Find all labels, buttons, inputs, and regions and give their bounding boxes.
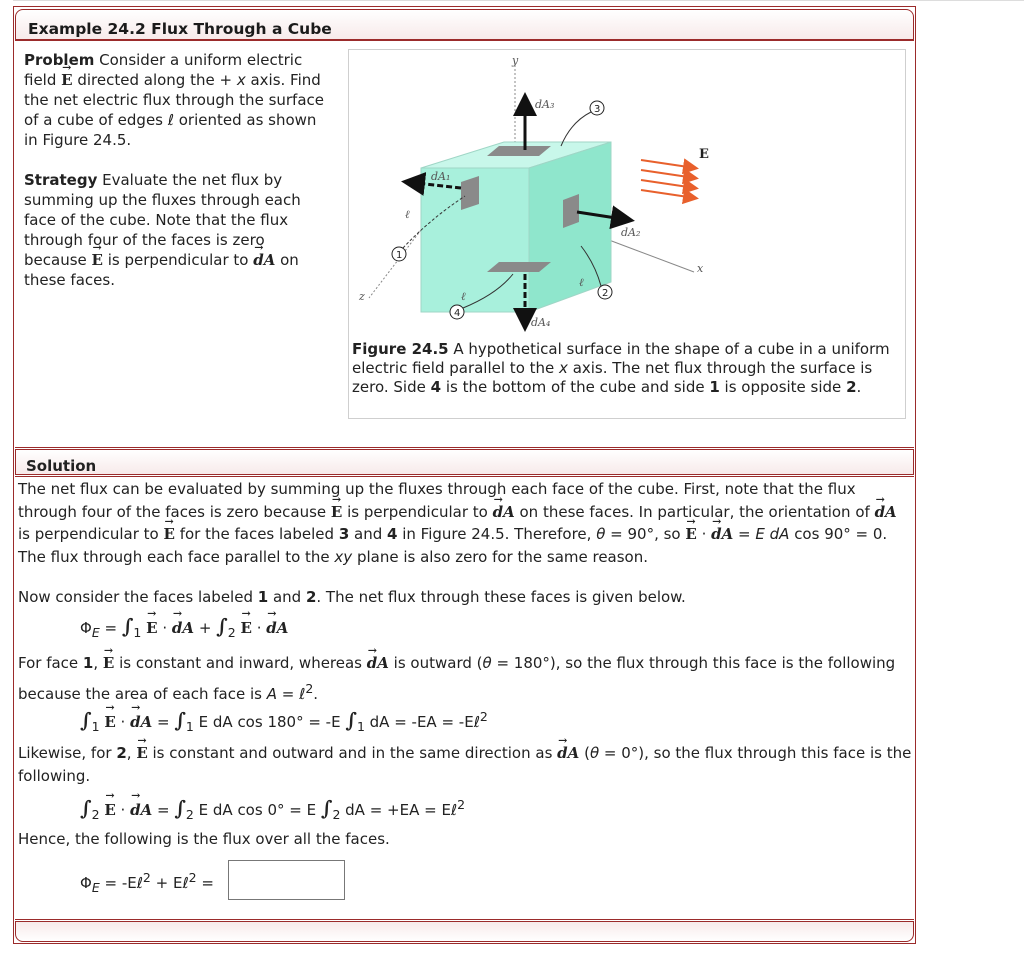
patch-2 — [563, 194, 579, 228]
solution-bar — [15, 449, 914, 475]
edge-label-x: ℓ — [461, 290, 466, 303]
dA4-label: dA₄ — [531, 316, 551, 329]
dA2-label: dA₂ — [621, 226, 641, 239]
problem-paragraph: Problem Consider a uniform electric field → E directed along the + x axis. Find the net electric flux through the surface of a cube of edges ℓ oriented as shown in Figure 24.5. — [24, 50, 329, 150]
callout-1-number: 1 — [396, 250, 403, 261]
z-axis — [369, 230, 421, 298]
solution-paragraph-2: Now consider the faces labeled 1 and 2. The net flux through these faces is given below. — [18, 588, 686, 606]
callout-3-number: 3 — [594, 104, 601, 115]
field-line-3 — [641, 180, 695, 188]
solution-paragraph-4: Likewise, for 2, → E is constant and outward and in the same direction as → dA (θ = 0°), so the flux through this face is the following. — [18, 742, 913, 787]
field-line-4 — [641, 190, 695, 198]
top-rule — [13, 0, 1024, 1]
cube-side-face — [529, 142, 611, 312]
figure-caption: Figure 24.5 A hypothetical surface in the shape of a cube in a uniform electric field parallel to the x axis. The net flux through the surface is zero. Side 4 is the bottom of the cube and side 1 is opposite side 2. — [352, 340, 890, 396]
solution-paragraph-1: The net flux can be evaluated by summing up the fluxes through each face of the cube. First, note that the flux through four of the faces is zero because → E is perpendicular to → dA on these faces. In particular, the orientation of → dA is perpendicular to → E for the faces labeled 3 and 4 in Figure 24.5. Therefore, θ = 90°, so → E · → dA = E dA cos 90° = 0. The flux through each face parallel to the xy plane is also zero for the same reason. — [18, 478, 913, 568]
strategy-heading: Strategy — [24, 171, 98, 189]
solution-paragraph-5: Hence, the following is the flux over all the faces. — [18, 830, 390, 848]
solution-paragraph-3: For face 1, → E is constant and inward, whereas → dA is outward (θ = 180°), so the flux through this face is the following because the area of each face is A = ℓ$^2$. — [18, 650, 913, 707]
dA3-label: dA₃ — [535, 98, 555, 111]
E-field-label: E — [699, 147, 709, 162]
solution-top-divider — [15, 447, 914, 448]
title-divider — [15, 40, 914, 41]
field-line-1 — [641, 160, 695, 168]
bottom-divider — [15, 919, 914, 920]
equation-face-2: $\int_2 \to E$ · → dA = $\int_2$ E dA cos 0° = E $\int_2$ dA = +EA = Eℓ$^2$ — [80, 796, 465, 822]
callout-4-number: 4 — [454, 308, 461, 319]
edge-label-z: ℓ — [405, 208, 410, 221]
equation-face-1: $\int_1 \to E$ · → dA = $\int_1$ E dA cos 180° = -E $\int_1$ dA = -EA = -Eℓ$^2$ — [80, 708, 488, 734]
footer-bar — [15, 921, 914, 942]
cube-figure — [349, 50, 905, 340]
patch-1 — [461, 176, 479, 210]
dA1-label: dA₁ — [431, 170, 451, 183]
callout-3-leader — [561, 112, 591, 146]
solution-heading: Solution — [26, 457, 97, 475]
equation-total-flux: $\Phi_E$ = -Eℓ$^2$ + Eℓ$^2$ = — [80, 870, 214, 895]
field-line-2 — [641, 170, 695, 178]
equation-net-flux: $\Phi_E = \int_1 \to E$ · → dA + $\int_2 \to E$ · → dA — [80, 614, 288, 640]
y-label: y — [512, 54, 519, 67]
answer-input[interactable] — [228, 860, 345, 900]
solution-divider — [15, 476, 914, 477]
z-label: z — [359, 290, 365, 303]
callout-2-number: 2 — [602, 288, 609, 299]
example-title: Example 24.2 Flux Through a Cube — [28, 20, 332, 38]
edge-label-y: ℓ — [579, 276, 584, 289]
problem-heading: Problem — [24, 51, 95, 69]
strategy-paragraph: Strategy Evaluate the net flux by summing up the fluxes through each face of the cube. Note that the flux through four of the faces is zero because → E is perpendicular to → dA on these faces. — [24, 170, 329, 290]
x-label: x — [697, 262, 704, 275]
x-axis — [609, 240, 694, 272]
